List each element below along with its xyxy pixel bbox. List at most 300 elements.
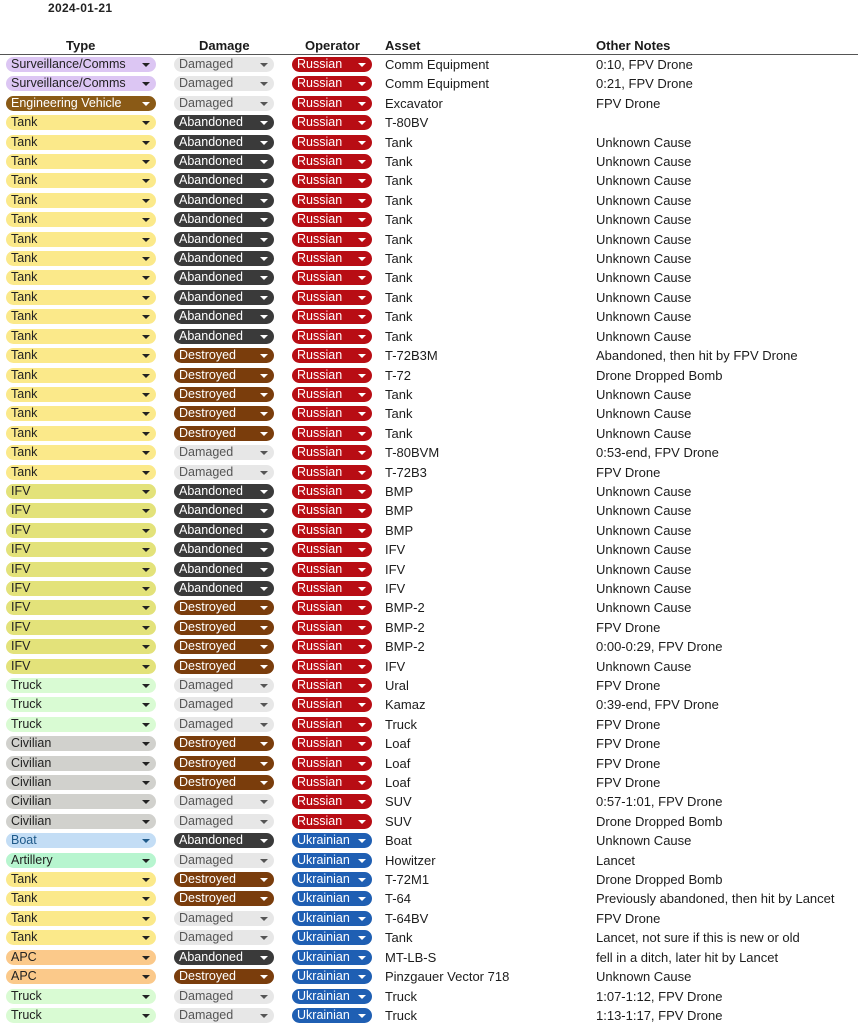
damage-select[interactable] — [174, 969, 274, 984]
type-select[interactable] — [6, 309, 156, 324]
type-select-label: IFV — [11, 483, 31, 498]
operator-select[interactable] — [292, 1008, 372, 1023]
operator-select-label: Russian — [297, 95, 343, 110]
notes-cell: 1:07-1:12, FPV Drone — [596, 988, 723, 1004]
type-select[interactable] — [6, 426, 156, 441]
notes-cell: Unknown Cause — [596, 833, 692, 849]
operator-select[interactable] — [292, 387, 372, 402]
operator-select[interactable] — [292, 872, 372, 887]
damage-select[interactable] — [174, 659, 274, 674]
dropdown-arrow-icon — [142, 141, 150, 145]
asset-cell: SUV — [385, 794, 412, 810]
operator-select[interactable] — [292, 503, 372, 518]
type-select-label: Tank — [11, 464, 38, 479]
table-row — [0, 521, 858, 540]
type-select[interactable] — [6, 639, 156, 654]
dropdown-arrow-icon — [142, 374, 150, 378]
dropdown-arrow-icon — [142, 63, 150, 67]
asset-cell: Comm Equipment — [385, 57, 490, 72]
operator-select[interactable] — [292, 756, 372, 771]
operator-select[interactable] — [292, 212, 372, 227]
damage-select[interactable] — [174, 96, 274, 111]
type-select[interactable] — [6, 115, 156, 130]
dropdown-arrow-icon — [358, 121, 366, 125]
damage-select[interactable] — [174, 620, 274, 635]
damage-select[interactable] — [174, 135, 274, 150]
dropdown-arrow-icon — [260, 917, 268, 921]
dropdown-arrow-icon — [142, 432, 150, 436]
type-select-label: IFV — [11, 542, 31, 557]
operator-select-label: Russian — [297, 639, 343, 654]
asset-cell: Tank — [385, 251, 413, 267]
operator-select-label: Russian — [297, 231, 343, 246]
type-select[interactable] — [6, 212, 156, 227]
type-select[interactable] — [6, 484, 156, 499]
damage-select[interactable] — [174, 814, 274, 829]
dropdown-arrow-icon — [358, 859, 366, 863]
table-row — [0, 870, 858, 889]
asset-cell: Tank — [385, 425, 413, 441]
damage-select[interactable] — [174, 1008, 274, 1023]
damage-select[interactable] — [174, 76, 274, 91]
operator-select-label: Russian — [297, 522, 343, 537]
damage-select[interactable] — [174, 173, 274, 188]
dropdown-arrow-icon — [142, 509, 150, 513]
type-select-label: Civilian — [11, 755, 52, 770]
notes-cell: Unknown Cause — [596, 600, 692, 616]
operator-select[interactable] — [292, 193, 372, 208]
dropdown-arrow-icon — [260, 742, 268, 746]
type-select[interactable] — [6, 251, 156, 266]
operator-select[interactable] — [292, 581, 372, 596]
damage-select-label: Destroyed — [179, 658, 236, 673]
damage-select[interactable] — [174, 484, 274, 499]
asset-cell: Comm Equipment — [385, 76, 490, 92]
notes-cell: Unknown Cause — [596, 386, 692, 402]
type-select-label: APC — [11, 969, 37, 984]
operator-select[interactable] — [292, 930, 372, 945]
notes-cell: Unknown Cause — [596, 173, 692, 189]
type-select-label: IFV — [11, 600, 31, 615]
type-select[interactable] — [6, 1008, 156, 1023]
dropdown-arrow-icon — [260, 160, 268, 164]
notes-cell: FPV Drone — [596, 464, 661, 480]
damage-select-label: Damaged — [179, 852, 234, 867]
dropdown-arrow-icon — [358, 820, 366, 824]
type-select[interactable] — [6, 891, 156, 906]
notes-cell: Drone Dropped Bomb — [596, 813, 723, 829]
notes-cell: FPV Drone — [596, 775, 661, 791]
operator-select[interactable] — [292, 717, 372, 732]
type-select[interactable] — [6, 659, 156, 674]
table-header — [0, 37, 858, 55]
operator-select[interactable] — [292, 173, 372, 188]
damage-select-label: Damaged — [179, 716, 234, 731]
damage-select[interactable] — [174, 523, 274, 538]
dropdown-arrow-icon — [142, 723, 150, 727]
operator-select-label: Russian — [297, 542, 343, 557]
damage-select[interactable] — [174, 736, 274, 751]
operator-select[interactable] — [292, 96, 372, 111]
notes-cell: Abandoned, then hit by FPV Drone — [596, 348, 798, 364]
dropdown-arrow-icon — [142, 839, 150, 843]
damage-select[interactable] — [174, 503, 274, 518]
type-select[interactable] — [6, 329, 156, 344]
type-select[interactable] — [6, 697, 156, 712]
operator-select[interactable] — [292, 270, 372, 285]
operator-select[interactable] — [292, 853, 372, 868]
asset-cell: IFV — [385, 658, 406, 674]
type-select-label: Tank — [11, 309, 38, 324]
type-select[interactable] — [6, 600, 156, 615]
type-select[interactable] — [6, 387, 156, 402]
type-select-label: Tank — [11, 289, 38, 304]
notes-cell: Unknown Cause — [596, 231, 692, 247]
notes-cell: Lancet — [596, 852, 636, 868]
operator-select-label: Russian — [297, 697, 343, 712]
damage-select-label: Destroyed — [179, 386, 236, 401]
operator-select[interactable] — [292, 600, 372, 615]
operator-select[interactable] — [292, 484, 372, 499]
dropdown-arrow-icon — [358, 82, 366, 86]
table-row — [0, 987, 858, 1006]
operator-select[interactable] — [292, 678, 372, 693]
asset-cell: Tank — [385, 212, 413, 228]
damage-select-label: Damaged — [179, 988, 234, 1003]
type-select[interactable] — [6, 465, 156, 480]
type-select[interactable] — [6, 620, 156, 635]
type-select[interactable] — [6, 775, 156, 790]
operator-select[interactable] — [292, 290, 372, 305]
damage-select[interactable] — [174, 232, 274, 247]
damage-select[interactable] — [174, 678, 274, 693]
operator-select[interactable] — [292, 329, 372, 344]
damage-select-label: Destroyed — [179, 775, 236, 790]
type-select[interactable] — [6, 154, 156, 169]
operator-select[interactable] — [292, 620, 372, 635]
operator-select[interactable] — [292, 57, 372, 72]
notes-cell: Unknown Cause — [596, 192, 692, 208]
damage-select-label: Damaged — [179, 445, 234, 460]
damage-select[interactable] — [174, 368, 274, 383]
dropdown-arrow-icon — [260, 354, 268, 358]
operator-select[interactable] — [292, 950, 372, 965]
operator-select[interactable] — [292, 736, 372, 751]
operator-select-label: Ukrainian — [297, 988, 350, 1003]
type-select[interactable] — [6, 794, 156, 809]
damage-select[interactable] — [174, 600, 274, 615]
operator-select-label: Russian — [297, 619, 343, 634]
damage-select-label: Damaged — [179, 813, 234, 828]
operator-select-label: Ukrainian — [297, 872, 350, 887]
damage-select[interactable] — [174, 911, 274, 926]
asset-cell: Truck — [385, 716, 418, 732]
damage-select[interactable] — [174, 270, 274, 285]
dropdown-arrow-icon — [358, 684, 366, 688]
notes-cell: 0:00-0:29, FPV Drone — [596, 639, 723, 655]
type-select[interactable] — [6, 872, 156, 887]
dropdown-arrow-icon — [260, 529, 268, 533]
type-select[interactable] — [6, 756, 156, 771]
damage-select[interactable] — [174, 756, 274, 771]
damage-select[interactable] — [174, 717, 274, 732]
dropdown-arrow-icon — [358, 238, 366, 242]
damage-select[interactable] — [174, 833, 274, 848]
operator-select[interactable] — [292, 309, 372, 324]
type-select-label: Tank — [11, 386, 38, 401]
type-select[interactable] — [6, 503, 156, 518]
damage-select-label: Abandoned — [179, 154, 243, 169]
dropdown-arrow-icon — [142, 956, 150, 960]
damage-select[interactable] — [174, 290, 274, 305]
table-row — [0, 540, 858, 559]
damage-select[interactable] — [174, 872, 274, 887]
operator-select-label: Ukrainian — [297, 891, 350, 906]
damage-select[interactable] — [174, 989, 274, 1004]
operator-select[interactable] — [292, 562, 372, 577]
operator-select[interactable] — [292, 426, 372, 441]
operator-select[interactable] — [292, 154, 372, 169]
damage-select[interactable] — [174, 329, 274, 344]
dropdown-arrow-icon — [358, 897, 366, 901]
type-select[interactable] — [6, 368, 156, 383]
operator-select[interactable] — [292, 115, 372, 130]
type-select[interactable] — [6, 542, 156, 557]
dropdown-arrow-icon — [142, 238, 150, 242]
type-select[interactable] — [6, 348, 156, 363]
type-select[interactable] — [6, 736, 156, 751]
operator-select[interactable] — [292, 814, 372, 829]
type-select[interactable] — [6, 523, 156, 538]
dropdown-arrow-icon — [260, 238, 268, 242]
damage-select[interactable] — [174, 387, 274, 402]
damage-select-label: Destroyed — [179, 969, 236, 984]
operator-select[interactable] — [292, 465, 372, 480]
type-select[interactable] — [6, 969, 156, 984]
type-select-label: Surveillance/Comms — [11, 76, 126, 91]
type-select[interactable] — [6, 562, 156, 577]
operator-select[interactable] — [292, 969, 372, 984]
operator-select-label: Ukrainian — [297, 949, 350, 964]
type-select-label: Artillery — [11, 852, 53, 867]
type-select[interactable] — [6, 853, 156, 868]
asset-cell: T-64BV — [385, 910, 429, 926]
table-row — [0, 812, 858, 831]
damage-select[interactable] — [174, 309, 274, 324]
asset-cell: BMP-2 — [385, 619, 425, 635]
type-select-label: IFV — [11, 639, 31, 654]
type-select[interactable] — [6, 581, 156, 596]
operator-select[interactable] — [292, 659, 372, 674]
type-select[interactable] — [6, 232, 156, 247]
damage-select[interactable] — [174, 794, 274, 809]
damage-select[interactable] — [174, 581, 274, 596]
type-select[interactable] — [6, 96, 156, 111]
notes-cell: Unknown Cause — [596, 406, 692, 422]
type-select[interactable] — [6, 406, 156, 421]
table-row — [0, 385, 858, 404]
type-select[interactable] — [6, 911, 156, 926]
dropdown-arrow-icon — [142, 121, 150, 125]
type-select-label: Tank — [11, 270, 38, 285]
dropdown-arrow-icon — [260, 121, 268, 125]
damage-select[interactable] — [174, 212, 274, 227]
asset-cell: Loaf — [385, 736, 411, 752]
dropdown-arrow-icon — [358, 199, 366, 203]
operator-select[interactable] — [292, 76, 372, 91]
operator-select[interactable] — [292, 135, 372, 150]
notes-cell: Unknown Cause — [596, 328, 692, 344]
damage-select-label: Abandoned — [179, 251, 243, 266]
dropdown-arrow-icon — [142, 315, 150, 319]
damage-select[interactable] — [174, 445, 274, 460]
operator-select[interactable] — [292, 445, 372, 460]
asset-cell: IFV — [385, 580, 406, 596]
dropdown-arrow-icon — [142, 529, 150, 533]
operator-select[interactable] — [292, 794, 372, 809]
dropdown-arrow-icon — [260, 63, 268, 67]
operator-select[interactable] — [292, 833, 372, 848]
operator-select-label: Russian — [297, 367, 343, 382]
type-select[interactable] — [6, 814, 156, 829]
operator-select[interactable] — [292, 891, 372, 906]
damage-select[interactable] — [174, 562, 274, 577]
asset-cell: IFV — [385, 561, 406, 577]
table-row — [0, 618, 858, 637]
operator-select[interactable] — [292, 368, 372, 383]
damage-select[interactable] — [174, 930, 274, 945]
type-select-label: Tank — [11, 872, 38, 887]
damage-select-label: Damaged — [179, 930, 234, 945]
type-select[interactable] — [6, 445, 156, 460]
table-body — [0, 55, 858, 1025]
table-row — [0, 560, 858, 579]
damage-select[interactable] — [174, 251, 274, 266]
damage-select[interactable] — [174, 697, 274, 712]
type-select[interactable] — [6, 135, 156, 150]
damage-select[interactable] — [174, 115, 274, 130]
operator-select[interactable] — [292, 542, 372, 557]
notes-cell: 0:57-1:01, FPV Drone — [596, 794, 723, 810]
damage-select-label: Damaged — [179, 1007, 234, 1022]
operator-select[interactable] — [292, 639, 372, 654]
dropdown-arrow-icon — [358, 509, 366, 513]
damage-select[interactable] — [174, 639, 274, 654]
type-select[interactable] — [6, 193, 156, 208]
type-select[interactable] — [6, 678, 156, 693]
table-row — [0, 967, 858, 986]
damage-select[interactable] — [174, 426, 274, 441]
type-select[interactable] — [6, 290, 156, 305]
damage-select[interactable] — [174, 465, 274, 480]
damage-select[interactable] — [174, 950, 274, 965]
dropdown-arrow-icon — [260, 1014, 268, 1018]
dropdown-arrow-icon — [142, 412, 150, 416]
operator-select-label: Russian — [297, 503, 343, 518]
dropdown-arrow-icon — [260, 218, 268, 222]
type-select-label: Civilian — [11, 794, 52, 809]
dropdown-arrow-icon — [260, 568, 268, 572]
type-select-label: IFV — [11, 658, 31, 673]
type-select[interactable] — [6, 717, 156, 732]
operator-select-label: Russian — [297, 154, 343, 169]
damage-select-label: Abandoned — [179, 483, 243, 498]
damage-select[interactable] — [174, 57, 274, 72]
dropdown-arrow-icon — [142, 975, 150, 979]
asset-cell: Tank — [385, 154, 413, 170]
type-select[interactable] — [6, 833, 156, 848]
operator-select[interactable] — [292, 523, 372, 538]
header-type: Type — [66, 38, 96, 53]
type-select[interactable] — [6, 270, 156, 285]
type-select[interactable] — [6, 173, 156, 188]
notes-cell: Unknown Cause — [596, 309, 692, 325]
dropdown-arrow-icon — [260, 141, 268, 145]
dropdown-arrow-icon — [358, 529, 366, 533]
type-select[interactable] — [6, 76, 156, 91]
operator-select-label: Ukrainian — [297, 1007, 350, 1022]
table-row — [0, 366, 858, 385]
operator-select[interactable] — [292, 911, 372, 926]
dropdown-arrow-icon — [260, 199, 268, 203]
operator-select[interactable] — [292, 348, 372, 363]
operator-select[interactable] — [292, 406, 372, 421]
dropdown-arrow-icon — [260, 335, 268, 339]
dropdown-arrow-icon — [358, 315, 366, 319]
table-row — [0, 676, 858, 695]
damage-select[interactable] — [174, 891, 274, 906]
damage-select[interactable] — [174, 853, 274, 868]
operator-select[interactable] — [292, 232, 372, 247]
table-row — [0, 695, 858, 714]
type-select[interactable] — [6, 930, 156, 945]
header-asset: Asset — [385, 38, 421, 53]
damage-select-label: Destroyed — [179, 755, 236, 770]
damage-select[interactable] — [174, 775, 274, 790]
table-row — [0, 773, 858, 792]
type-select[interactable] — [6, 57, 156, 72]
table-row — [0, 210, 858, 229]
damage-select[interactable] — [174, 348, 274, 363]
operator-select[interactable] — [292, 989, 372, 1004]
type-select-label: Truck — [11, 697, 42, 712]
operator-select[interactable] — [292, 251, 372, 266]
type-select[interactable] — [6, 989, 156, 1004]
table-row — [0, 191, 858, 210]
dropdown-arrow-icon — [358, 606, 366, 610]
notes-cell: Unknown Cause — [596, 542, 692, 558]
operator-select[interactable] — [292, 775, 372, 790]
dropdown-arrow-icon — [260, 257, 268, 261]
dropdown-arrow-icon — [142, 102, 150, 106]
type-select[interactable] — [6, 950, 156, 965]
type-select-label: Civilian — [11, 813, 52, 828]
dropdown-arrow-icon — [142, 451, 150, 455]
operator-select[interactable] — [292, 697, 372, 712]
asset-cell: Boat — [385, 833, 412, 849]
damage-select[interactable] — [174, 542, 274, 557]
asset-cell: BMP — [385, 503, 414, 519]
asset-cell: T-80BV — [385, 115, 429, 131]
operator-select-label: Russian — [297, 813, 343, 828]
dropdown-arrow-icon — [142, 568, 150, 572]
damage-select[interactable] — [174, 154, 274, 169]
damage-select[interactable] — [174, 193, 274, 208]
damage-select-label: Destroyed — [179, 425, 236, 440]
damage-select-label: Destroyed — [179, 736, 236, 751]
damage-select[interactable] — [174, 406, 274, 421]
asset-cell: Tank — [385, 406, 413, 422]
